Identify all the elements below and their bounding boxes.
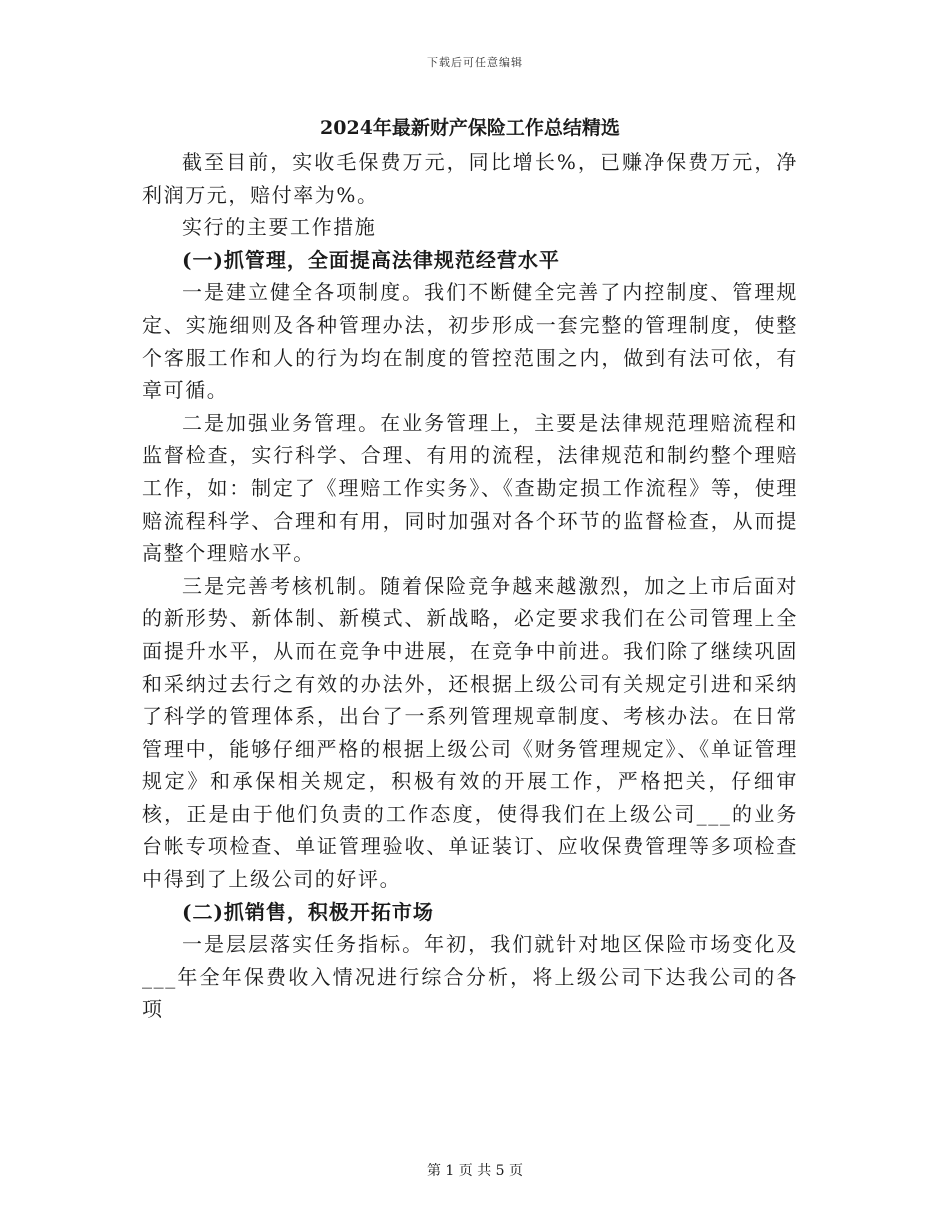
paragraph-measures-intro: 实行的主要工作措施 xyxy=(182,215,377,240)
paragraph-management-3: 三是完善考核机制。随着保险竞争越来越激烈，加之上市后面对的新形势、新体制、新模式、新战略，必定要求我们在公司管理上全面提升水平，从而在竞争中进展，在竞争中前进。我们除了继续巩固和采纳过去行之有效的办法外，还根据上级公司有关规定引进和采纳了科学的管理体系，出台了一系列管理规章制度、考核办法。在日常管理中，能够仔细严格的根据上级公司《财务管理规定》、《单证管理规定》和承保相关规定，积极有效的开展工作，严格把关，仔细审核，正是由于他们负责的工作态度，使得我们在上级公司___的业务台帐专项检查、单证管理验收、单证装订、应收保费管理等多项检查中得到了上级公司的好评。 xyxy=(142,573,798,892)
page-footer-page-number: 第 1 页 共 5 页 xyxy=(426,1163,524,1179)
paragraph-management-2: 二是加强业务管理。在业务管理上，主要是法律规范理赔流程和监督检查，实行科学、合理、有用的流程，法律规范和制约整个理赔工作，如：制定了《理赔工作实务》、《查勘定损工作流程》等，使理赔流程科学、合理和有用，同时加强对各个环节的监督检查，从而提高整个理赔水平。 xyxy=(142,410,798,566)
document-body xyxy=(142,110,798,1026)
document-title: 2024年最新财产保险工作总结精选 xyxy=(320,117,620,139)
section-heading-sales: (二)抓销售，积极开拓市场 xyxy=(182,899,434,924)
section-heading-management: (一)抓管理，全面提高法律规范经营水平 xyxy=(182,247,560,272)
paragraph-summary: 截至目前，实收毛保费万元，同比增长%，已赚净保费万元，净利润万元，赔付率为%。 xyxy=(142,150,798,207)
paragraph-sales-1: 一是层层落实任务指标。年初，我们就针对地区保险市场变化及___年全年保费收入情况进行综合分析，将上级公司下达我公司的各项 xyxy=(142,932,798,1022)
page-header-note: 下载后可任意编辑 xyxy=(427,56,523,69)
paragraph-management-1: 一是建立健全各项制度。我们不断健全完善了内控制度、管理规定、实施细则及各种管理办法，初步形成一套完整的管理制度，使整个客服工作和人的行为均在制度的管控范围之内，做到有法可依，有章可循。 xyxy=(142,280,798,403)
